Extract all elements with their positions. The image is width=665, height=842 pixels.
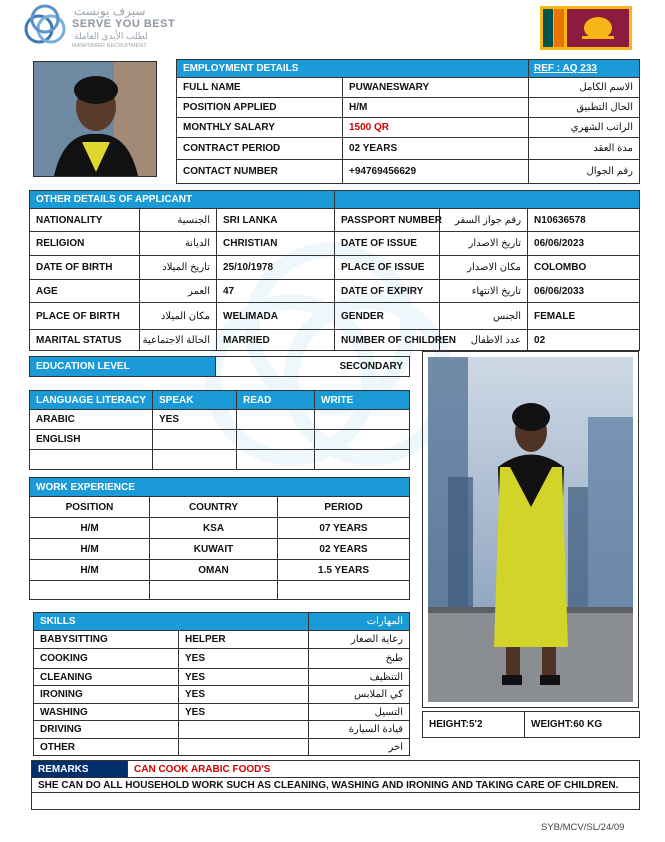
other-row-age: AGE العمر 47 DATE OF EXPIRY تاريخ الانتهاء 06/06/2033 [30,280,640,303]
other-row-dob: DATE OF BIRTH تاريخ الميلاد 25/10/1978 PLACE OF ISSUE مكان الاصدار COLOMBO [30,256,640,280]
skill-row: COOKING YES طبخ [34,649,410,669]
logo-name-en: SERVE YOU BEST [72,18,176,30]
logo-tagline-ar: لطلب الأيدي العاملة [74,31,148,41]
other-row-marital: MARITAL STATUS الحالة الاجتماعية MARRIED NUMBER OF CHILDREN عدد الاطفال 02 [30,330,640,351]
employment-details-table [176,59,640,184]
language-row-empty [30,450,410,470]
remarks-highlight: CAN COOK ARABIC FOOD'S [128,761,640,778]
remarks-table [31,760,640,810]
skill-row: BABYSITTING HELPER رعاية الصغار [34,631,410,649]
sri-lanka-flag-icon [540,6,632,50]
employment-row-position: POSITION APPLIED H/M الحال التطبيق [177,98,640,118]
speak-header: SPEAK [153,391,237,410]
other-details-table [29,190,640,351]
read-header: READ [237,391,315,410]
work-row: H/M KUWAIT 02 YEARS [30,539,410,560]
weight-value: WEIGHT:60 KG [525,712,640,738]
work-row-empty [30,581,410,600]
language-table [29,390,410,470]
other-row-nationality: NATIONALITY الجنسية SRI LANKA PASSPORT NUMBER رقم جواز السفر N10636578 [30,209,640,232]
work-row: H/M KSA 07 YEARS [30,518,410,539]
company-logo [22,4,182,52]
other-row-religion: RELIGION الديانة CHRISTIAN DATE OF ISSUE تاريخ الاصدار 06/06/2023 [30,232,640,256]
employment-row-full-name: FULL NAME PUWANESWARY الاسم الكامل [177,78,640,98]
skill-row: OTHER اخر [34,739,410,756]
skills-header: SKILLS [34,613,309,631]
logo-tagline-en: MANPOWER RECRUITMENT [72,43,147,49]
work-columns: POSITION COUNTRY PERIOD [30,497,410,518]
language-header: LANGUAGE LITERACY [30,391,153,410]
education-label: EDUCATION LEVEL [30,357,216,377]
education-value: SECONDARY [216,357,410,377]
employment-header: EMPLOYMENT DETAILS [177,60,529,78]
other-details-header: OTHER DETAILS OF APPLICANT [30,191,335,209]
employment-row-contract: CONTRACT PERIOD 02 YEARS مدة العقد [177,138,640,160]
employment-row-salary: MONTHLY SALARY 1500 QR الراتب الشهري [177,118,640,138]
remarks-label: REMARKS [32,761,128,778]
ref-number: REF : AQ 233 [534,63,597,74]
logo-rings-icon [22,4,68,50]
remarks-text: SHE CAN DO ALL HOUSEHOLD WORK SUCH AS CLEANING, WASHING AND IRONING AND TAKING CARE OF CHILDREN. [32,778,640,793]
skill-row: WASHING YES التسيل [34,704,410,721]
skill-row: DRIVING قيادة السيارة [34,721,410,739]
applicant-photo-full [422,351,639,708]
skills-table [33,612,410,756]
applicant-photo-portrait [33,61,157,177]
footer-code: SYB/MCV/SL/24/09 [541,822,625,833]
education-table [29,356,410,377]
salary-value: 1500 QR [343,118,529,138]
language-row-english: ENGLISH [30,430,410,450]
write-header: WRITE [315,391,410,410]
skills-header-ar: المهارات [309,613,410,631]
measurements-table [422,711,640,738]
other-row-place-of-birth: PLACE OF BIRTH مكان الميلاد WELIMADA GENDER الجنس FEMALE [30,303,640,330]
employment-row-contact: CONTACT NUMBER +94769456629 رقم الجوال [177,160,640,184]
skill-row: CLEANING YES التنظيف [34,669,410,686]
language-row-arabic: ARABIC YES [30,410,410,430]
height-value: HEIGHT:5'2 [423,712,525,738]
work-header: WORK EXPERIENCE [30,478,410,497]
remarks-empty-line [32,793,640,810]
logo-name-ar: سيرف يوبست [74,4,146,18]
skill-row: IRONING YES كي الملابس [34,686,410,704]
work-row: H/M OMAN 1.5 YEARS [30,560,410,581]
work-experience-table [29,477,410,600]
